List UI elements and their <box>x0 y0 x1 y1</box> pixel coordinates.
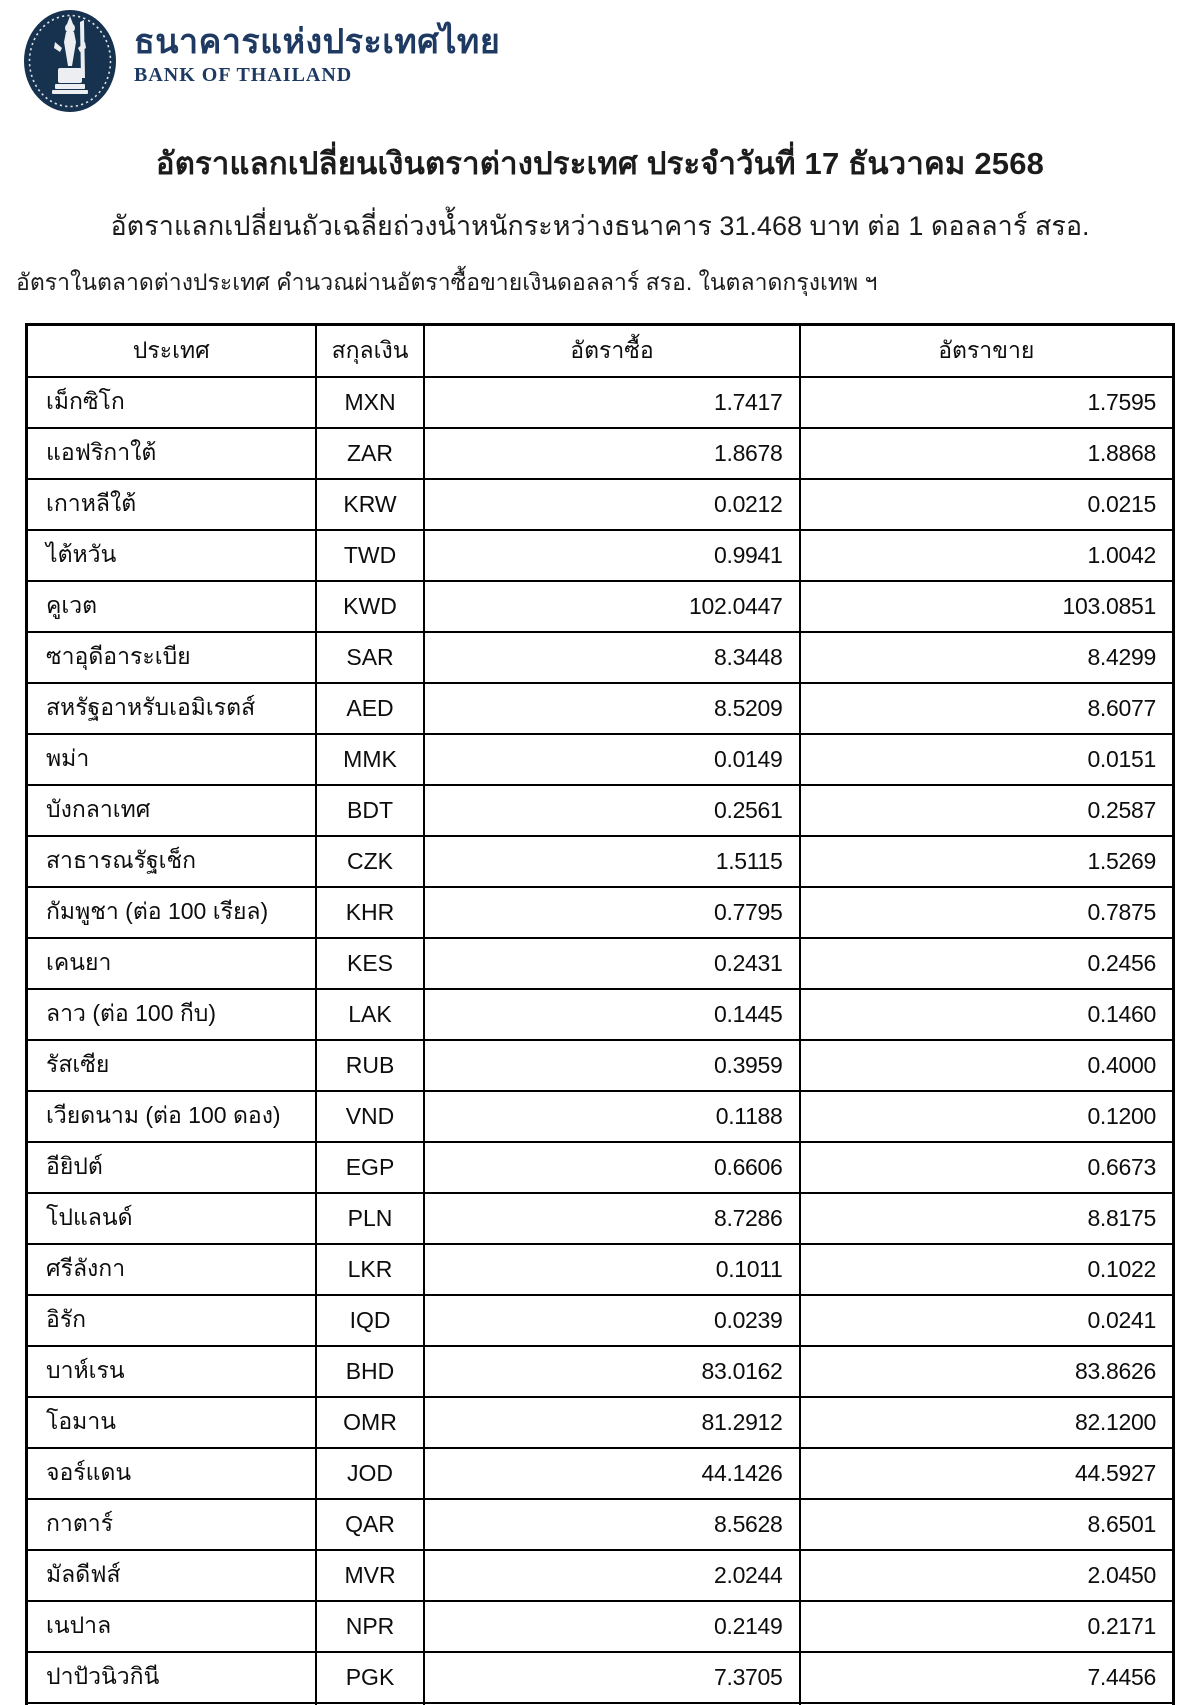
sell-rate-cell: 1.8868 <box>800 428 1174 479</box>
currency-code-cell: NPR <box>316 1601 425 1652</box>
bank-name-english: BANK OF THAILAND <box>134 64 353 87</box>
currency-code-cell: LAK <box>316 989 425 1040</box>
country-cell: ไต้หวัน <box>27 530 316 581</box>
country-cell: อิรัก <box>27 1295 316 1346</box>
country-cell: ศรีลังกา <box>27 1244 316 1295</box>
table-row <box>27 734 1174 785</box>
currency-code-cell: KWD <box>316 581 425 632</box>
country-cell: เนปาล <box>27 1601 316 1652</box>
table-row <box>27 1142 1174 1193</box>
currency-code-cell: RUB <box>316 1040 425 1091</box>
table-row <box>27 479 1174 530</box>
currency-code-cell: BHD <box>316 1346 425 1397</box>
table-row <box>27 1091 1174 1142</box>
currency-code-cell: IQD <box>316 1295 425 1346</box>
currency-code-cell: ZAR <box>316 428 425 479</box>
buy-rate-cell: 44.1426 <box>424 1448 799 1499</box>
sell-rate-cell: 103.0851 <box>800 581 1174 632</box>
currency-code-cell: KRW <box>316 479 425 530</box>
table-row <box>27 938 1174 989</box>
sell-rate-cell: 8.8175 <box>800 1193 1174 1244</box>
brand-header <box>0 0 1200 118</box>
sell-rate-cell: 0.0241 <box>800 1295 1174 1346</box>
sell-rate-cell: 83.8626 <box>800 1346 1174 1397</box>
sell-rate-cell: 1.0042 <box>800 530 1174 581</box>
buy-rate-cell: 0.1011 <box>424 1244 799 1295</box>
buy-rate-cell: 0.0149 <box>424 734 799 785</box>
buy-rate-cell: 1.8678 <box>424 428 799 479</box>
currency-code-cell: PLN <box>316 1193 425 1244</box>
country-cell: ซาอุดีอาระเบีย <box>27 632 316 683</box>
currency-code-cell: KES <box>316 938 425 989</box>
currency-code-cell: EGP <box>316 1142 425 1193</box>
country-cell: บาห์เรน <box>27 1346 316 1397</box>
buy-rate-cell: 2.0244 <box>424 1550 799 1601</box>
currency-code-cell: JOD <box>316 1448 425 1499</box>
sell-rate-cell: 0.2171 <box>800 1601 1174 1652</box>
bank-of-thailand-logo-icon <box>22 8 118 119</box>
country-cell: กัมพูชา (ต่อ 100 เรียล) <box>27 887 316 938</box>
table-row <box>27 836 1174 887</box>
table-row <box>27 1040 1174 1091</box>
table-row <box>27 989 1174 1040</box>
currency-code-cell: CZK <box>316 836 425 887</box>
country-cell: คูเวต <box>27 581 316 632</box>
buy-rate-cell: 102.0447 <box>424 581 799 632</box>
sell-rate-cell: 0.2456 <box>800 938 1174 989</box>
country-cell: แอฟริกาใต้ <box>27 428 316 479</box>
table-row <box>27 785 1174 836</box>
buy-rate-cell: 83.0162 <box>424 1346 799 1397</box>
country-cell: ลาว (ต่อ 100 กีบ) <box>27 989 316 1040</box>
currency-code-cell: TWD <box>316 530 425 581</box>
table-row <box>27 1550 1174 1601</box>
buy-rate-cell: 8.3448 <box>424 632 799 683</box>
buy-rate-cell: 0.0212 <box>424 479 799 530</box>
sell-rate-cell: 0.4000 <box>800 1040 1174 1091</box>
sell-rate-cell: 1.5269 <box>800 836 1174 887</box>
exchange-rates-table <box>25 323 1175 1705</box>
sell-rate-cell: 0.1022 <box>800 1244 1174 1295</box>
buy-rate-cell: 0.7795 <box>424 887 799 938</box>
country-cell: อียิปต์ <box>27 1142 316 1193</box>
document-title: อัตราแลกเปลี่ยนเงินตราต่างประเทศ ประจำวันที่ 17 ธันวาคม 2568 <box>155 146 1045 181</box>
buy-rate-cell: 0.9941 <box>424 530 799 581</box>
buy-rate-cell: 1.7417 <box>424 377 799 428</box>
table-header-row <box>27 325 1174 377</box>
sell-rate-cell: 8.4299 <box>800 632 1174 683</box>
column-header-country: ประเทศ <box>27 325 316 377</box>
sell-rate-cell: 8.6501 <box>800 1499 1174 1550</box>
sell-rate-cell: 0.1200 <box>800 1091 1174 1142</box>
country-cell: มัลดีฟส์ <box>27 1550 316 1601</box>
buy-rate-cell: 0.2149 <box>424 1601 799 1652</box>
sell-rate-cell: 8.6077 <box>800 683 1174 734</box>
country-cell: รัสเซีย <box>27 1040 316 1091</box>
buy-rate-cell: 8.5209 <box>424 683 799 734</box>
currency-code-cell: LKR <box>316 1244 425 1295</box>
column-header-currency: สกุลเงิน <box>316 325 425 377</box>
sell-rate-cell: 7.4456 <box>800 1652 1174 1703</box>
sell-rate-cell: 0.7875 <box>800 887 1174 938</box>
country-cell: สหรัฐอาหรับเอมิเรตส์ <box>27 683 316 734</box>
country-cell: สาธารณรัฐเช็ก <box>27 836 316 887</box>
table-row <box>27 530 1174 581</box>
country-cell: เม็กซิโก <box>27 377 316 428</box>
table-row <box>27 1397 1174 1448</box>
country-cell: ปาปัวนิวกินี <box>27 1652 316 1703</box>
column-header-sell-rate: อัตราขาย <box>800 325 1174 377</box>
buy-rate-cell: 0.6606 <box>424 1142 799 1193</box>
sell-rate-cell: 0.0151 <box>800 734 1174 785</box>
table-row <box>27 1652 1174 1703</box>
currency-code-cell: AED <box>316 683 425 734</box>
country-cell: บังกลาเทศ <box>27 785 316 836</box>
currency-code-cell: OMR <box>316 1397 425 1448</box>
sell-rate-cell: 2.0450 <box>800 1550 1174 1601</box>
market-note: อัตราในตลาดต่างประเทศ คำนวณผ่านอัตราซื้อขายเงินดอลลาร์ สรอ. ในตลาดกรุงเทพ ฯ <box>16 269 878 295</box>
buy-rate-cell: 0.2431 <box>424 938 799 989</box>
buy-rate-cell: 1.5115 <box>424 836 799 887</box>
country-cell: โปแลนด์ <box>27 1193 316 1244</box>
sell-rate-cell: 1.7595 <box>800 377 1174 428</box>
currency-code-cell: PGK <box>316 1652 425 1703</box>
country-cell: เคนยา <box>27 938 316 989</box>
sell-rate-cell: 0.6673 <box>800 1142 1174 1193</box>
country-cell: พม่า <box>27 734 316 785</box>
buy-rate-cell: 0.2561 <box>424 785 799 836</box>
table-row <box>27 1346 1174 1397</box>
column-header-buy-rate: อัตราซื้อ <box>424 325 799 377</box>
country-cell: โอมาน <box>27 1397 316 1448</box>
sell-rate-cell: 0.1460 <box>800 989 1174 1040</box>
buy-rate-cell: 0.1445 <box>424 989 799 1040</box>
table-row <box>27 1295 1174 1346</box>
table-row <box>27 1448 1174 1499</box>
table-row <box>27 1499 1174 1550</box>
sell-rate-cell: 0.0215 <box>800 479 1174 530</box>
sell-rate-cell: 82.1200 <box>800 1397 1174 1448</box>
table-header <box>27 325 1174 377</box>
buy-rate-cell: 81.2912 <box>424 1397 799 1448</box>
table-row <box>27 632 1174 683</box>
brand-names <box>134 8 500 87</box>
currency-code-cell: SAR <box>316 632 425 683</box>
currency-code-cell: MVR <box>316 1550 425 1601</box>
buy-rate-cell: 0.1188 <box>424 1091 799 1142</box>
document-subtitle: อัตราแลกเปลี่ยนถัวเฉลี่ยถ่วงน้ำหนักระหว่างธนาคาร 31.468 บาท ต่อ 1 ดอลลาร์ สรอ. <box>110 211 1090 241</box>
buy-rate-cell: 7.3705 <box>424 1652 799 1703</box>
table-row <box>27 1244 1174 1295</box>
country-cell: เวียดนาม (ต่อ 100 ดอง) <box>27 1091 316 1142</box>
table-row <box>27 377 1174 428</box>
currency-code-cell: MXN <box>316 377 425 428</box>
sell-rate-cell: 0.2587 <box>800 785 1174 836</box>
country-cell: จอร์แดน <box>27 1448 316 1499</box>
buy-rate-cell: 8.5628 <box>424 1499 799 1550</box>
currency-code-cell: VND <box>316 1091 425 1142</box>
table-row <box>27 1601 1174 1652</box>
country-cell: เกาหลีใต้ <box>27 479 316 530</box>
table-row <box>27 1193 1174 1244</box>
buy-rate-cell: 0.0239 <box>424 1295 799 1346</box>
table-row <box>27 683 1174 734</box>
table-row <box>27 887 1174 938</box>
buy-rate-cell: 8.7286 <box>424 1193 799 1244</box>
currency-code-cell: QAR <box>316 1499 425 1550</box>
buy-rate-cell: 0.3959 <box>424 1040 799 1091</box>
sell-rate-cell: 44.5927 <box>800 1448 1174 1499</box>
currency-code-cell: KHR <box>316 887 425 938</box>
table-row <box>27 428 1174 479</box>
currency-code-cell: MMK <box>316 734 425 785</box>
country-cell: กาตาร์ <box>27 1499 316 1550</box>
table-row <box>27 581 1174 632</box>
currency-code-cell: BDT <box>316 785 425 836</box>
bank-name-thai: ธนาคารแห่งประเทศไทย <box>134 23 501 61</box>
rates-table-body <box>27 377 1174 1705</box>
